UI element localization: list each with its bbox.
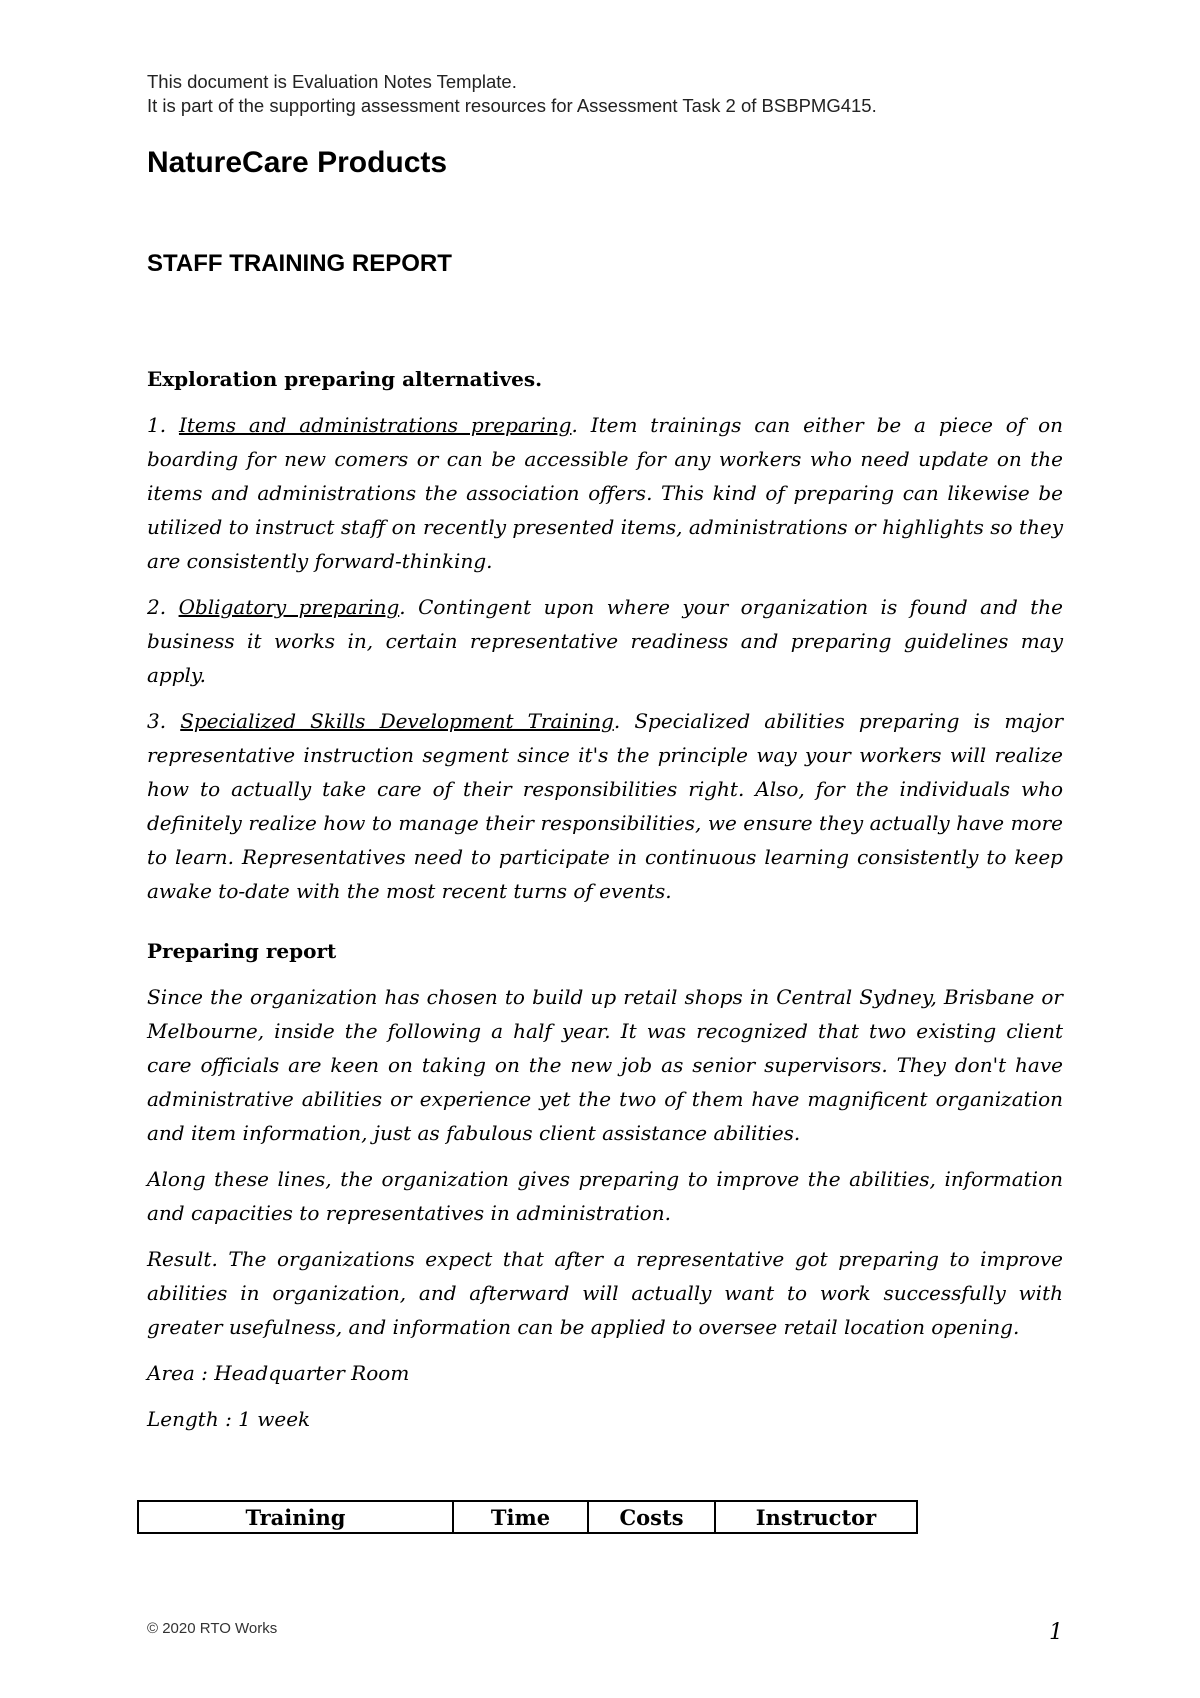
header-line-2: It is part of the supporting assessment resources for Assessment Task 2 of BSBPMG415. <box>147 95 877 116</box>
length-line: Length : 1 week <box>147 1407 311 1431</box>
list-item <box>147 704 1063 908</box>
col-header-costs: Costs <box>588 1501 715 1533</box>
page-number: 1 <box>1049 1620 1063 1645</box>
training-table <box>137 1500 918 1534</box>
item-number: 2. <box>147 595 167 619</box>
report-paragraph: Result. The organizations expect that after a representative got preparing to improve abilities in organization, and afterward will actually want to work successfully with greater usefulness, and information can be applied to oversee retail location opening. <box>147 1247 1063 1339</box>
document-header <box>147 70 877 118</box>
report-paragraph: Along these lines, the organization gives preparing to improve the abilities, information and capacities to representatives in administration. <box>147 1167 1063 1225</box>
item-title: Specialized Skills Development Training <box>180 709 614 733</box>
item-text: . Specialized abilities preparing is major representative instruction segment since it's the principle way your workers will realize how to actually take care of their responsibilities right. Also, for the individuals who definitely realize how to manage their responsibilities, we ensure they actually have more to learn. Representatives need to participate in continuous learning consistently to keep awake to-date with the most recent turns of events. <box>147 709 1064 903</box>
header-line-1: This document is Evaluation Notes Template. <box>147 71 517 92</box>
item-text: . Item trainings can either be a piece of on boarding for new comers or can be accessible for any workers who need update on the items and administrations the association offers. This kind of preparing can likewise be utilized to instruct staff on recently presented items, administrations or highlights so they are consistently forward-thinking. <box>147 413 1063 573</box>
list-item <box>147 408 1063 578</box>
section-heading-exploration: Exploration preparing alternatives. <box>147 367 543 391</box>
report-paragraph: Since the organization has chosen to build up retail shops in Central Sydney, Brisbane or Melbourne, inside the following a half year. It was recognized that two existing client care officials are keen on taking on the new job as senior supervisors. They don't have administrative abilities or experience yet the two of them have magnificent organization and item information, just as fabulous client assistance abilities. <box>147 985 1063 1145</box>
list-item <box>147 590 1063 692</box>
area-line: Area : Headquarter Room <box>147 1361 410 1385</box>
section-preparing-report <box>147 934 1063 1436</box>
item-text: . Contingent upon where your organization is found and the business it works in, certain representative readiness and preparing guidelines may apply. <box>147 595 1063 687</box>
section-exploration <box>147 362 1063 908</box>
item-title: Obligatory preparing <box>178 595 400 619</box>
item-number: 1. <box>147 413 167 437</box>
item-title: Items and administrations preparing <box>178 413 572 437</box>
copyright-footer: © 2020 RTO Works <box>147 1620 278 1637</box>
col-header-training: Training <box>138 1501 453 1533</box>
company-name: NatureCare Products <box>147 146 448 179</box>
item-number: 3. <box>147 709 167 733</box>
report-title: STAFF TRAINING REPORT <box>147 250 452 277</box>
section-heading-preparing-report: Preparing report <box>147 939 337 963</box>
col-header-time: Time <box>453 1501 588 1533</box>
table-header-row <box>138 1501 917 1533</box>
col-header-instructor: Instructor <box>715 1501 917 1533</box>
